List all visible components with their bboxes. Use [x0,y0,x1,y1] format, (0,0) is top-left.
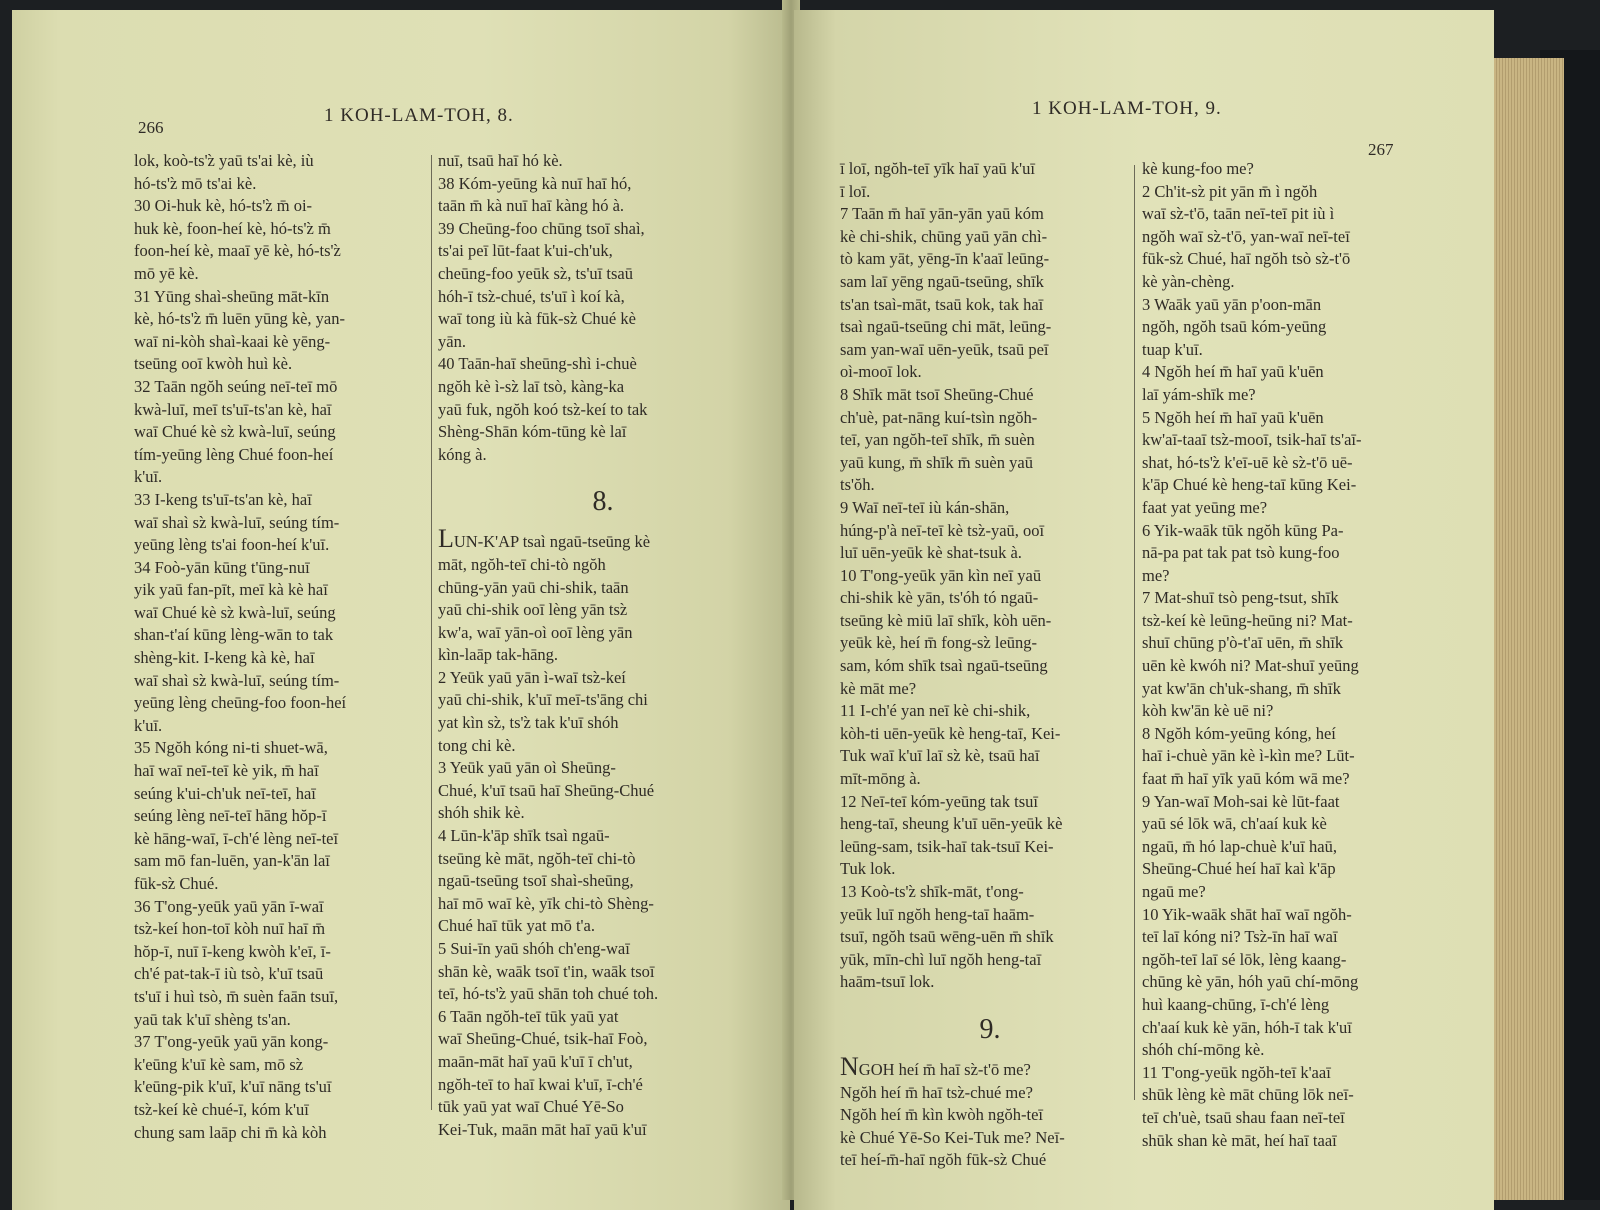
text-line: hóh-ī tsz̀-chué, ts'uī ì koí kà, [438,286,625,306]
text-line: yaū fuk, ngŏh koó tsz̀-keí to tak [438,399,648,419]
right-column-2 [1142,158,1442,1152]
page-number-right: 267 [1368,140,1394,159]
text-line: hŏp-ī, nuī ī-keng kwòh k'eī, ī- [134,941,331,961]
text-line: waī Sheūng-Chué, tsik-haī Foò, [438,1029,648,1049]
text-line: 9 Yan-waī Moh-sai kè lūt-faat [1142,791,1340,811]
text-line: yeūk kè, heí m̄ fong-sz̀ leūng- [840,633,1038,653]
text-line: 7 Taān m̄ haī yān-yān yaū kóm [840,204,1044,224]
text-line: yeūk luī ngŏh heng-taī haām- [840,904,1035,924]
text-line: teī, hó-ts'z̀ yaū shān toh chué toh. [438,984,659,1004]
text-line: k'āp Chué kè heng-taī kūng Kei- [1142,475,1357,495]
text-line: sam, kóm shīk tsaì ngaū-tseūng [840,656,1048,676]
text-line: tseūng ooī kwòh huì kè. [134,354,293,374]
text-line: 9 Waī neī-teī iù kán-shān, [840,497,1010,517]
text-line: yik yaū fan-pīt, meī kà kè haī [134,580,328,600]
text-line: māt, ngŏh-teī chi-tò ngŏh [438,554,606,574]
text-line: kòh-ti uēn-yeūk kè heng-taī, Kei- [840,723,1061,743]
text-line: 3 Waāk yaū yān p'oon-mān [1142,294,1322,314]
text-line: yeūng lèng ts'ai foon-heí k'uī. [134,535,330,555]
text-line: tūk yaū yat waī Chué Yē-So [438,1097,624,1117]
text-line: ts'uī i huì tsò, m̄ suèn faān tsuī, [134,986,339,1006]
drop-cap: N [840,1051,859,1081]
running-head-left: 1 KOH-LAM-TOH, 8. [324,105,514,126]
text-line: faat yat yeūng me? [1142,497,1268,517]
chapter-heading: 8. [592,486,614,518]
text-line: shóh shik kè. [438,803,525,823]
text-line: tsuī, ngŏh tsaū wēng-uēn m̄ shīk [840,927,1054,947]
text-line: yaū chi-shik, k'uī meī-ts'āng chi [438,690,648,710]
text-line: ts'ai peī lūt-faat k'ui-ch'uk, [438,241,613,261]
text-line: laī yám-shīk me? [1142,384,1256,404]
text-line: kè hāng-waī, ī-ch'é lèng neī-teī [134,828,339,848]
text-line: seúng k'ui-ch'uk neī-teī, haī [134,783,316,803]
text-line: 5 Sui-īn yaū shóh ch'eng-waī [438,939,630,958]
text-line: ī loī. [840,181,871,201]
text-line: kw'aī-taaī tsz̀-mooī, tsik-haī ts'aī- [1142,430,1362,450]
text-line: shūk lèng kè māt chūng lōk neī- [1142,1085,1354,1105]
text-line: 10 Yik-waāk shāt haī waī ngŏh- [1142,904,1352,924]
text-line: 8 Shīk māt tsoī Sheūng-Chué [840,384,1034,404]
text-line: mō yē kè. [134,263,199,283]
text-line: waī sz̀-t'ō, taān neī-teī pit iù ì [1142,204,1335,224]
text-line: ngŏh waī sz̀-t'ō, yan-waī neī-teī [1142,226,1350,246]
text-line: teī ch'uè, tsaū shau faan neī-teī [1142,1107,1345,1127]
chapter-heading: 9. [979,1013,1001,1045]
text-line: Ngŏh heí m̄ haī tsz̀-chué me? [840,1082,1033,1102]
text-line: shān kè, waāk tsoī t'in, waāk tsoī [438,961,655,981]
text-line: mīt-mōng à. [840,769,921,789]
text-line: waī Chué kè sz̀ kwà-luī, seúng [134,602,336,622]
text-line: seúng lèng neī-teī hāng hŏp-ī [134,806,327,826]
text-line: kwà-luī, meī ts'uī-ts'an kè, haī [134,399,332,419]
text-line: kè Chué Yē-So Kei-Tuk me? Neī- [840,1127,1065,1147]
text-line: Tuk waī k'uī laī sz̀ kè, tsaū haī [840,746,1040,766]
text-line: ngŏh-teī laī sé lōk, lèng kaang- [1142,949,1347,969]
text-line: tsz̀-keí kè chué-ī, kóm k'uī [134,1099,309,1119]
text-line: kè kung-foo me? [1142,159,1254,178]
text-line: haī i-chuè yān kè ì-kìn me? Lūt- [1142,746,1355,766]
text-line: sam laī yēng ngaū-tseūng, shīk [840,271,1044,291]
text-line: tò kam yāt, yēng-īn k'aaī leūng- [840,249,1050,269]
text-line: shan-t'aí kūng lèng-wān to tak [134,625,334,645]
drop-cap: L [438,524,454,554]
text-line: 2 Ch'it-sz̀ pit yān m̄ ì ngŏh [1142,181,1318,201]
text-line: 31 Yūng shaì-sheūng māt-kīn [134,286,330,306]
text-line: tong chi kè. [438,735,516,755]
text-line: kè yàn-chèng. [1142,271,1235,291]
text-line: tsz̀-keí hon-toī kòh nuī haī m̄ [134,919,326,939]
text-line: Chué haī tūk yat mō t'a. [438,916,595,936]
text-line: ngŏh, ngŏh tsaū kóm-yeūng [1142,317,1327,337]
text-line: tsz̀-keí kè leūng-heūng ni? Mat- [1142,610,1353,630]
text-line: 40 Taān-haī sheūng-shì i-chuè [438,354,637,374]
text-line: 38 Kóm-yeūng kà nuī haī hó, [438,173,632,193]
text-line: tuap k'uī. [1142,339,1203,359]
text-line: ngŏh-teī to haī kwai k'uī, ī-ch'é [438,1074,643,1094]
text-line: uēn kè kwóh ni? Mat-shuī yeūng [1142,656,1359,676]
text-line: taān m̄ kà nuī haī kàng hó à. [438,196,625,216]
text-line: 7 Mat-shuī tsò peng-tsut, shīk [1142,588,1339,608]
text-line: cheūng-foo yeūk sz̀, ts'uī tsaū [438,263,633,283]
text-line: ts'ŏh. [840,475,875,495]
text-line: 11 I-ch'é yan neī kè chi-shik, [840,701,1031,721]
text-line: 4 Ngŏh heí m̄ haī yaū k'uēn [1142,362,1324,382]
text-line: sam mō fan-luēn, yan-k'ān laī [134,851,330,871]
text-line: k'uī. [134,715,163,735]
right-page [794,10,1494,1210]
text-line: kw'a, waī yān-oì ooī lèng yān [438,622,633,642]
text-line: 12 Neī-teī kóm-yeūng tak tsuī [840,791,1038,811]
text-line: ch'é pat-tak-ī iù tsò, k'uī tsaū [134,964,324,984]
text-line: luī uēn-yeūk kè shat-tsuk à. [840,543,1022,563]
text-line: 13 Koò-ts'z̀ shīk-māt, t'ong- [840,882,1024,901]
text-line: me? [1142,565,1170,585]
text-line: ī loī, ngŏh-teī yīk haī yaū k'uī [840,159,1035,178]
text-line: ch'uè, pat-nāng kuí-tsìn ngŏh- [840,407,1038,427]
text-line: 30 Oi-huk kè, hó-ts'z̀ m̄ oi- [134,196,313,216]
text-line: waī shaì sz̀ kwà-luī, seúng tím- [134,670,340,690]
text-line: Kei-Tuk, maān māt haī yaū k'uī [438,1119,647,1139]
left-column-1 [134,150,434,1144]
text-line: 32 Taān ngŏh seúng neī-teī mō [134,376,338,396]
page-fore-edge [1494,58,1564,1200]
running-head-right: 1 KOH-LAM-TOH, 9. [1032,98,1222,119]
text-line: leūng-sam, tsik-haī tak-tsuī Kei- [840,836,1054,856]
text-line: teī laī kóng ni? Tsz̀-īn haī waī [1142,927,1338,947]
text-line: tsaì ngaū-tseūng chi māt, leūng- [840,317,1052,337]
text-line: 39 Cheūng-foo chūng tsoī shaì, [438,218,645,238]
text-line: haī waī neī-teī kè yik, m̄ haī [134,761,319,781]
text-line: hó-ts'z̀ mō ts'ai kè. [134,173,257,193]
left-page [12,10,790,1210]
text-line: yaū chi-shik ooī lèng yān tsz̀ [438,600,628,620]
text-line: yaū sé lōk wā, ch'aaí kuk kè [1142,814,1327,834]
text-line: yaū tak k'uī shèng ts'an. [134,1009,291,1029]
text-line: 11 T'ong-yeūk ngŏh-teī k'aaī [1142,1062,1331,1082]
text-line: oì-mooī lok. [840,362,922,382]
text-line: yat kw'ān ch'uk-shang, m̄ shīk [1142,678,1341,698]
text-line: 34 Foò-yān kūng t'ūng-nuī [134,557,310,577]
text-line: 37 T'ong-yeūk yaū yān kong- [134,1032,329,1052]
text-line: 4 Lūn-k'āp shīk tsaì ngaū- [438,826,610,846]
text-line: Ngŏh heí m̄ kìn kwòh ngŏh-teī [840,1105,1044,1125]
text-line: fūk-sz̀ Chué. [134,874,219,893]
text-line: shat, hó-ts'z̀ k'eī-uē kè sz̀-t'ō uē- [1142,452,1353,472]
text-line: fūk-sz̀ Chué, haī ngŏh tsò sz̀-t'ō [1142,249,1351,269]
text-line: haī mō waī kè, yīk chi-tò Shèng- [438,893,654,913]
text-line: Tuk lok. [840,859,896,879]
text-line: waī ni-kòh shaì-kaai kè yēng- [134,331,331,351]
text-line: Chué, k'uī tsaū haī Sheūng-Chué [438,780,655,800]
text-line: waī shaì sz̀ kwà-luī, seúng tím- [134,512,340,532]
text-line: chūng-yān yaū chi-shik, taān [438,577,629,597]
page-number-left: 266 [138,118,164,137]
text-line: maān-māt haī yaū k'uī ī ch'ut, [438,1051,633,1071]
text-line: chūng kè yān, hóh yaū chí-mōng [1142,972,1359,992]
text-line: nā-pa pat tak pat tsò kung-foo [1142,543,1340,563]
text-line: huk kè, foon-heí kè, hó-ts'z̀ m̄ [134,218,331,238]
text-line: lok, koò-ts'z̀ yaū ts'ai kè, iù [134,151,314,170]
left-column-2 [438,150,768,1141]
chapter-first-line: LUN-K'AP tsaì ngaū-tseūng kè [438,524,651,554]
text-line: 10 T'ong-yeūk yān kìn neī yaū [840,565,1042,585]
text-line: waī Chué kè sz̀ kwà-luī, seúng [134,422,336,442]
text-line: sam yan-waī uēn-yeūk, tsaū peī [840,339,1049,359]
column-rule [431,155,432,1110]
column-rule [1134,165,1135,1100]
text-line: ngaū me? [1142,882,1206,901]
text-line: shèng-kit. I-keng kà kè, haī [134,648,315,668]
text-line: 5 Ngŏh heí m̄ haī yaū k'uēn [1142,407,1324,427]
text-line: teī, yan ngŏh-teī shīk, m̄ suèn [840,430,1035,450]
text-line: Shèng-Shān kóm-tūng kè laī [438,422,627,442]
text-line: kóng à. [438,444,487,464]
text-line: 8 Ngŏh kóm-yeūng kóng, heí [1142,723,1336,743]
text-line: ngaū, m̄ hó lap-chuè k'uī haū, [1142,836,1337,856]
right-column-1 [840,158,1140,1172]
text-line: k'uī. [134,467,163,487]
text-line: tseūng kè māt, ngŏh-teī chi-tò [438,848,636,868]
text-line: ch'aaí kuk kè yān, hóh-ī tak k'uī [1142,1017,1352,1037]
text-line: 35 Ngŏh kóng ni-ti shuet-wā, [134,738,328,758]
text-line: shūk shan kè māt, heí haī taaī [1142,1130,1337,1150]
text-line: huì kaang-chūng, ī-ch'é lèng [1142,994,1330,1014]
text-line: shóh chí-mōng kè. [1142,1040,1265,1060]
text-line: kìn-laāp tak-hāng. [438,645,559,665]
text-line: faat m̄ haī yīk yaū kóm wā me? [1142,769,1350,789]
text-line: foon-heí kè, maaī yē kè, hó-ts'z̀ [134,241,341,261]
text-line: tím-yeūng lèng Chué foon-heí [134,444,334,464]
text-line: yat kìn sz̀, ts'z̀ tak k'uī shóh [438,713,619,733]
text-line: 33 I-keng ts'uī-ts'an kè, haī [134,489,312,509]
text-line: teī heí-m̄-haī ngŏh fūk-sz̀ Chué [840,1150,1047,1170]
text-line: kè chi-shik, chūng yaū yān chì- [840,226,1048,246]
text-line: nuī, tsaū haī hó kè. [438,151,563,170]
text-line: kè māt me? [840,678,917,698]
text-line: kè, hó-ts'z̀ m̄ luēn yūng kè, yan- [134,309,346,329]
text-line: shuī chūng p'ò-t'aī uēn, m̄ shīk [1142,633,1344,653]
text-line: 2 Yeūk yaū yān ì-waī tsz̀-keí [438,667,626,687]
text-line: yaū kung, m̄ shīk m̄ suèn yaū [840,452,1033,472]
text-line: ts'an tsaì-māt, tsaū kok, tak haī [840,294,1044,314]
text-line: chi-shik kè yān, ts'óh tó ngaū- [840,588,1039,608]
text-line: yān. [438,331,466,351]
text-line: tseūng kè miū laī shīk, kòh uēn- [840,610,1052,630]
text-line: k'eūng-pik k'uī, k'uī nāng ts'uī [134,1077,332,1097]
text-line: kòh kw'ān kè uē ni? [1142,701,1274,721]
text-line: 6 Yik-waāk tūk ngŏh kūng Pa- [1142,520,1344,540]
text-line: k'eūng k'uī kè sam, mō sz̀ [134,1054,304,1074]
text-line: 3 Yeūk yaū yān oì Sheūng- [438,758,616,778]
text-line: heng-taī, sheung k'uī uēn-yeūk kè [840,814,1063,834]
text-line: Sheūng-Chué heí haī kaì k'āp [1142,859,1336,879]
text-line: húng-p'à neī-teī kè tsz̀-yaū, ooī [840,520,1045,540]
text-line: haām-tsuī lok. [840,972,935,992]
text-line: ngaū-tseūng tsoī shaì-sheūng, [438,871,634,891]
text-line: ngŏh kè ì-sz̀ laī tsò, kàng-ka [438,376,625,396]
text-line: yūk, mīn-chì luī ngŏh heng-taī [840,949,1042,969]
chapter-first-line: NGOH heí m̄ haī sz̀-t'ō me? [840,1051,1031,1081]
text-line: yeūng lèng cheūng-foo foon-heí [134,693,347,713]
text-line: waī tong iù kà fūk-sz̀ Chué kè [438,309,636,329]
text-line: 6 Taān ngŏh-teī tūk yaū yat [438,1006,619,1026]
text-line: 36 T'ong-yeūk yaū yān ī-waī [134,896,324,916]
text-line: chung sam laāp chi m̄ kà kòh [134,1122,327,1142]
